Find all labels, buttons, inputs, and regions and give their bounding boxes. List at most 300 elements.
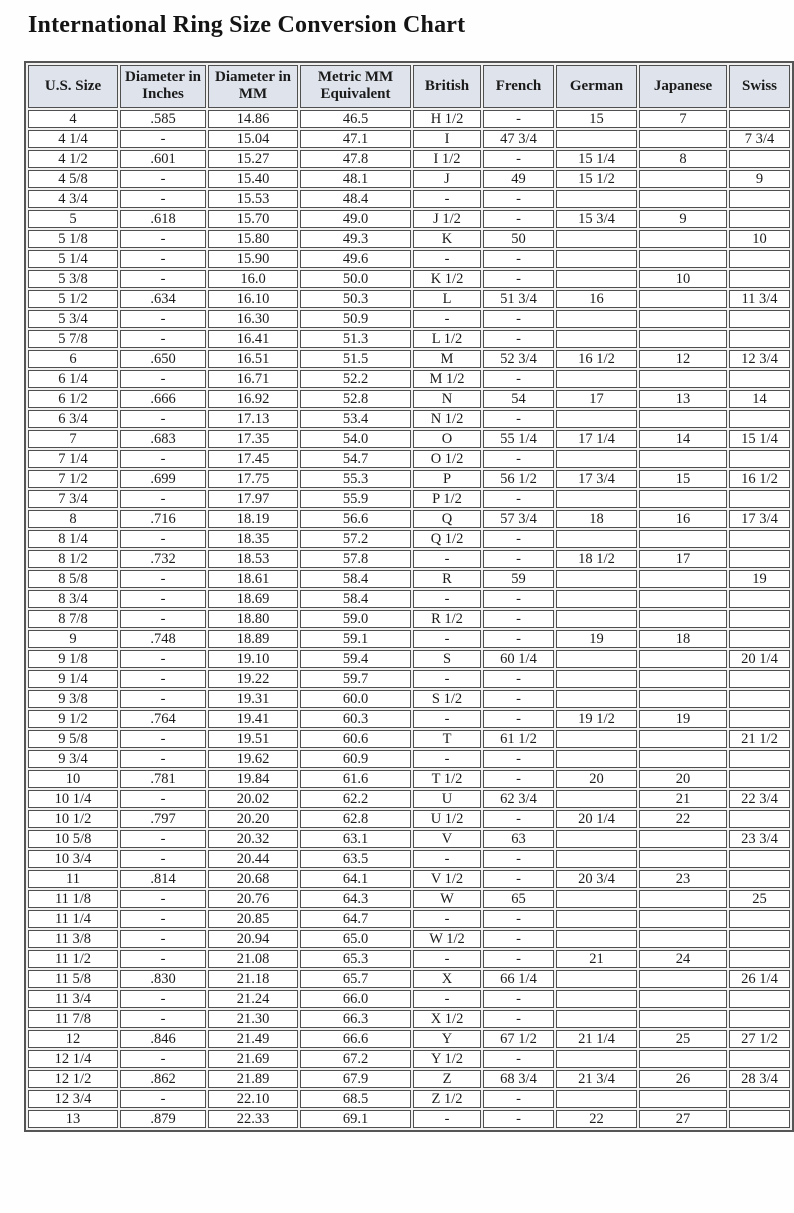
table-cell: 20.44 (208, 850, 298, 868)
table-cell: 20 (639, 770, 727, 788)
table-cell: 12 1/2 (28, 1070, 118, 1088)
table-cell: 65.3 (300, 950, 411, 968)
table-cell: 17.75 (208, 470, 298, 488)
table-cell: 4 1/4 (28, 130, 118, 148)
table-cell (729, 1090, 790, 1108)
header-row (28, 65, 790, 108)
table-cell: 5 3/4 (28, 310, 118, 328)
table-cell (639, 330, 727, 348)
table-cell: - (413, 250, 481, 268)
table-cell: 5 1/4 (28, 250, 118, 268)
table-cell: 10 5/8 (28, 830, 118, 848)
table-cell (639, 910, 727, 928)
table-row (28, 830, 790, 848)
table-cell: 48.4 (300, 190, 411, 208)
table-row (28, 990, 790, 1008)
table-cell: S 1/2 (413, 690, 481, 708)
table-cell: M 1/2 (413, 370, 481, 388)
table-cell: 56.6 (300, 510, 411, 528)
table-cell: 5 3/8 (28, 270, 118, 288)
table-cell: 66 1/4 (483, 970, 554, 988)
table-cell: X (413, 970, 481, 988)
table-row (28, 1050, 790, 1068)
table-cell: 20.68 (208, 870, 298, 888)
table-cell: - (483, 870, 554, 888)
table-cell: 54 (483, 390, 554, 408)
table-cell: 47.8 (300, 150, 411, 168)
table-row (28, 110, 790, 128)
table-cell: 59.4 (300, 650, 411, 668)
table-cell: .797 (120, 810, 206, 828)
table-cell: 17 (556, 390, 637, 408)
table-cell: 16.71 (208, 370, 298, 388)
table-cell: .618 (120, 210, 206, 228)
table-cell: .830 (120, 970, 206, 988)
table-cell: 8 1/4 (28, 530, 118, 548)
table-cell: 27 1/2 (729, 1030, 790, 1048)
table-cell: R (413, 570, 481, 588)
table-cell: - (413, 750, 481, 768)
table-cell: 62.8 (300, 810, 411, 828)
table-cell: .585 (120, 110, 206, 128)
table-row (28, 970, 790, 988)
table-cell: 18.61 (208, 570, 298, 588)
table-cell (639, 190, 727, 208)
table-cell: .879 (120, 1110, 206, 1128)
table-cell: H 1/2 (413, 110, 481, 128)
table-cell (729, 550, 790, 568)
table-cell: - (483, 530, 554, 548)
table-cell: 19 1/2 (556, 710, 637, 728)
table-row (28, 230, 790, 248)
table-cell: J 1/2 (413, 210, 481, 228)
table-cell: - (120, 990, 206, 1008)
table-cell (639, 450, 727, 468)
table-cell: 4 3/4 (28, 190, 118, 208)
table-cell: 17.13 (208, 410, 298, 428)
table-cell: 52 3/4 (483, 350, 554, 368)
table-cell: 19.31 (208, 690, 298, 708)
table-row (28, 550, 790, 568)
table-row (28, 210, 790, 228)
table-cell (556, 270, 637, 288)
table-cell: 19.22 (208, 670, 298, 688)
table-cell: 21.30 (208, 1010, 298, 1028)
table-cell: 15.90 (208, 250, 298, 268)
table-cell: 8 5/8 (28, 570, 118, 588)
table-cell: 22.33 (208, 1110, 298, 1128)
table-cell (556, 730, 637, 748)
table-row (28, 130, 790, 148)
table-row (28, 510, 790, 528)
table-cell: 15.53 (208, 190, 298, 208)
table-cell: 20.85 (208, 910, 298, 928)
table-cell: - (413, 710, 481, 728)
table-row (28, 170, 790, 188)
table-cell: 65.7 (300, 970, 411, 988)
table-cell: 17.97 (208, 490, 298, 508)
table-cell: 8 7/8 (28, 610, 118, 628)
table-cell: 15.80 (208, 230, 298, 248)
table-row (28, 770, 790, 788)
table-cell: 21.18 (208, 970, 298, 988)
table-cell: T (413, 730, 481, 748)
table-cell: - (120, 850, 206, 868)
table-row (28, 370, 790, 388)
table-cell: - (483, 110, 554, 128)
table-cell: 8 (639, 150, 727, 168)
table-cell: - (120, 650, 206, 668)
table-row (28, 1090, 790, 1108)
table-cell: V (413, 830, 481, 848)
table-cell: - (483, 1110, 554, 1128)
table-cell (729, 810, 790, 828)
table-cell: .814 (120, 870, 206, 888)
table-cell (556, 130, 637, 148)
table-cell: 28 3/4 (729, 1070, 790, 1088)
table-cell (639, 650, 727, 668)
table-cell: 14 (639, 430, 727, 448)
table-cell: 8 1/2 (28, 550, 118, 568)
table-cell: 49.3 (300, 230, 411, 248)
table-cell (556, 910, 637, 928)
table-cell: I 1/2 (413, 150, 481, 168)
table-cell: 9 1/4 (28, 670, 118, 688)
table-cell: 59 (483, 570, 554, 588)
table-cell: 16.10 (208, 290, 298, 308)
table-cell: 15.70 (208, 210, 298, 228)
table-cell: 5 1/2 (28, 290, 118, 308)
table-cell: 18.89 (208, 630, 298, 648)
table-cell: 11 3/4 (729, 290, 790, 308)
table-cell: 6 3/4 (28, 410, 118, 428)
table-cell: 19 (729, 570, 790, 588)
table-row (28, 1070, 790, 1088)
table-cell: 19 (556, 630, 637, 648)
table-cell (556, 1050, 637, 1068)
table-cell: .634 (120, 290, 206, 308)
table-cell: 17 (639, 550, 727, 568)
table-cell: 20.20 (208, 810, 298, 828)
table-cell: 12 1/4 (28, 1050, 118, 1068)
column-header: Diameter in MM (208, 65, 298, 108)
table-row (28, 1010, 790, 1028)
table-cell: 66.6 (300, 1030, 411, 1048)
table-cell: 65.0 (300, 930, 411, 948)
table-body (28, 110, 790, 1128)
table-cell: 15.04 (208, 130, 298, 148)
table-cell (639, 290, 727, 308)
table-cell: - (120, 890, 206, 908)
table-cell: X 1/2 (413, 1010, 481, 1028)
table-cell: Y 1/2 (413, 1050, 481, 1068)
table-cell (639, 1050, 727, 1068)
table-cell: - (120, 270, 206, 288)
table-cell: 21.24 (208, 990, 298, 1008)
table-cell: 5 7/8 (28, 330, 118, 348)
table-cell: 61 1/2 (483, 730, 554, 748)
table-cell: - (483, 1090, 554, 1108)
table-cell (556, 850, 637, 868)
table-row (28, 930, 790, 948)
table-cell: .666 (120, 390, 206, 408)
table-cell (639, 830, 727, 848)
table-cell: 57.2 (300, 530, 411, 548)
table-row (28, 870, 790, 888)
table-cell: 58.4 (300, 570, 411, 588)
table-cell: 12 (28, 1030, 118, 1048)
table-cell: J (413, 170, 481, 188)
table-cell: 12 3/4 (28, 1090, 118, 1108)
table-cell (729, 190, 790, 208)
table-cell (729, 990, 790, 1008)
table-cell: S (413, 650, 481, 668)
table-cell: 64.1 (300, 870, 411, 888)
table-cell: 16.30 (208, 310, 298, 328)
table-cell: 7 3/4 (28, 490, 118, 508)
table-cell: 57.8 (300, 550, 411, 568)
table-cell: U (413, 790, 481, 808)
table-cell (729, 930, 790, 948)
table-cell: 21 1/4 (556, 1030, 637, 1048)
table-cell (729, 250, 790, 268)
table-cell (729, 670, 790, 688)
table-cell (729, 270, 790, 288)
table-cell: - (120, 670, 206, 688)
table-cell: 57 3/4 (483, 510, 554, 528)
table-cell: 62.2 (300, 790, 411, 808)
table-cell: .716 (120, 510, 206, 528)
table-cell: .732 (120, 550, 206, 568)
table-cell: M (413, 350, 481, 368)
table-cell (639, 530, 727, 548)
table-cell (639, 610, 727, 628)
table-cell: - (483, 210, 554, 228)
table-cell (556, 250, 637, 268)
table-cell: - (120, 610, 206, 628)
table-cell (729, 530, 790, 548)
table-cell: 9 5/8 (28, 730, 118, 748)
table-cell (729, 370, 790, 388)
table-cell: L (413, 290, 481, 308)
table-cell: 16.51 (208, 350, 298, 368)
table-cell: 54.7 (300, 450, 411, 468)
table-cell: 11 3/4 (28, 990, 118, 1008)
table-row (28, 610, 790, 628)
table-row (28, 890, 790, 908)
table-cell (729, 1010, 790, 1028)
table-cell: 21 1/2 (729, 730, 790, 748)
table-cell (729, 150, 790, 168)
column-header: Swiss (729, 65, 790, 108)
table-cell (556, 690, 637, 708)
table-cell: 61.6 (300, 770, 411, 788)
table-cell (556, 890, 637, 908)
table-row (28, 950, 790, 968)
table-row (28, 490, 790, 508)
table-cell (639, 730, 727, 748)
table-cell: - (120, 690, 206, 708)
table-cell (639, 250, 727, 268)
table-cell: - (120, 570, 206, 588)
table-cell: 10 1/4 (28, 790, 118, 808)
table-cell: 24 (639, 950, 727, 968)
table-cell: - (483, 190, 554, 208)
table-row (28, 710, 790, 728)
table-cell: 69.1 (300, 1110, 411, 1128)
table-cell: 15 1/4 (556, 150, 637, 168)
table-cell: 26 (639, 1070, 727, 1088)
table-cell (729, 310, 790, 328)
table-cell (556, 310, 637, 328)
table-cell: 9 (28, 630, 118, 648)
table-cell: 59.7 (300, 670, 411, 688)
column-header: German (556, 65, 637, 108)
column-header: British (413, 65, 481, 108)
table-cell (556, 370, 637, 388)
table-cell: 11 1/4 (28, 910, 118, 928)
table-cell: .862 (120, 1070, 206, 1088)
table-cell: 11 1/2 (28, 950, 118, 968)
table-cell: N 1/2 (413, 410, 481, 428)
table-cell: W (413, 890, 481, 908)
table-cell (556, 670, 637, 688)
table-cell: 16 (639, 510, 727, 528)
table-cell: - (483, 490, 554, 508)
table-row (28, 390, 790, 408)
table-cell: 7 (28, 430, 118, 448)
table-cell: - (120, 790, 206, 808)
table-cell (639, 1090, 727, 1108)
table-cell (556, 570, 637, 588)
table-cell: 25 (639, 1030, 727, 1048)
table-cell (556, 990, 637, 1008)
table-cell: 54.0 (300, 430, 411, 448)
table-cell: - (120, 450, 206, 468)
table-cell: Z (413, 1070, 481, 1088)
table-cell: 21 (639, 790, 727, 808)
table-cell: 63.1 (300, 830, 411, 848)
table-cell: 17 3/4 (729, 510, 790, 528)
table-cell: 68 3/4 (483, 1070, 554, 1088)
table-cell: 22 3/4 (729, 790, 790, 808)
table-cell: .601 (120, 150, 206, 168)
table-cell: 64.7 (300, 910, 411, 928)
table-cell: 55 1/4 (483, 430, 554, 448)
table-cell: 60 1/4 (483, 650, 554, 668)
table-cell: 6 1/4 (28, 370, 118, 388)
table-cell (639, 670, 727, 688)
table-cell (729, 110, 790, 128)
table-cell: 67.2 (300, 1050, 411, 1068)
table-cell: 14.86 (208, 110, 298, 128)
table-cell: 49 (483, 170, 554, 188)
table-cell: - (483, 330, 554, 348)
table-row (28, 150, 790, 168)
table-cell: 10 1/2 (28, 810, 118, 828)
table-cell: 21.49 (208, 1030, 298, 1048)
table-cell: .699 (120, 470, 206, 488)
table-cell: .764 (120, 710, 206, 728)
table-cell: 18.35 (208, 530, 298, 548)
table-cell: - (413, 190, 481, 208)
table-cell: 10 3/4 (28, 850, 118, 868)
table-cell: 14 (729, 390, 790, 408)
table-cell: V 1/2 (413, 870, 481, 888)
table-cell: 16.92 (208, 390, 298, 408)
table-cell: 67 1/2 (483, 1030, 554, 1048)
table-cell (729, 750, 790, 768)
table-cell: Q 1/2 (413, 530, 481, 548)
table-cell: 19.10 (208, 650, 298, 668)
table-cell: 66.0 (300, 990, 411, 1008)
column-header: French (483, 65, 554, 108)
table-cell: 8 3/4 (28, 590, 118, 608)
table-cell: 17.45 (208, 450, 298, 468)
table-cell: 20 (556, 770, 637, 788)
table-cell: 9 1/8 (28, 650, 118, 668)
table-cell: 4 (28, 110, 118, 128)
table-cell: 11 (28, 870, 118, 888)
table-cell: 60.3 (300, 710, 411, 728)
table-cell: 58.4 (300, 590, 411, 608)
table-cell (639, 890, 727, 908)
table-cell: 19.84 (208, 770, 298, 788)
table-cell: 9 3/4 (28, 750, 118, 768)
table-cell (556, 830, 637, 848)
table-cell: - (483, 590, 554, 608)
table-cell: 11 5/8 (28, 970, 118, 988)
table-cell: 7 (639, 110, 727, 128)
table-cell: - (483, 250, 554, 268)
table-cell: 63.5 (300, 850, 411, 868)
table-cell: 7 1/2 (28, 470, 118, 488)
table-row (28, 570, 790, 588)
table-cell: - (120, 310, 206, 328)
table-row (28, 310, 790, 328)
table-cell: - (483, 150, 554, 168)
table-cell: 4 5/8 (28, 170, 118, 188)
table-cell: 10 (28, 770, 118, 788)
table-cell (556, 610, 637, 628)
table-cell: N (413, 390, 481, 408)
table-cell (556, 930, 637, 948)
table-cell: 6 (28, 350, 118, 368)
table-cell: 18.53 (208, 550, 298, 568)
table-cell: - (413, 310, 481, 328)
table-row (28, 810, 790, 828)
table-row (28, 1030, 790, 1048)
table-cell: 46.5 (300, 110, 411, 128)
table-cell: 18 1/2 (556, 550, 637, 568)
table-row (28, 730, 790, 748)
table-cell: R 1/2 (413, 610, 481, 628)
table-cell (556, 1010, 637, 1028)
table-cell: - (120, 750, 206, 768)
table-cell: - (413, 950, 481, 968)
table-cell: - (483, 910, 554, 928)
table-cell: 8 (28, 510, 118, 528)
table-row (28, 330, 790, 348)
table-cell (729, 910, 790, 928)
table-cell: - (120, 170, 206, 188)
table-cell (729, 690, 790, 708)
column-header: Diameter in Inches (120, 65, 206, 108)
table-cell: - (120, 930, 206, 948)
table-cell: 12 3/4 (729, 350, 790, 368)
table-cell (556, 650, 637, 668)
table-cell: 47 3/4 (483, 130, 554, 148)
